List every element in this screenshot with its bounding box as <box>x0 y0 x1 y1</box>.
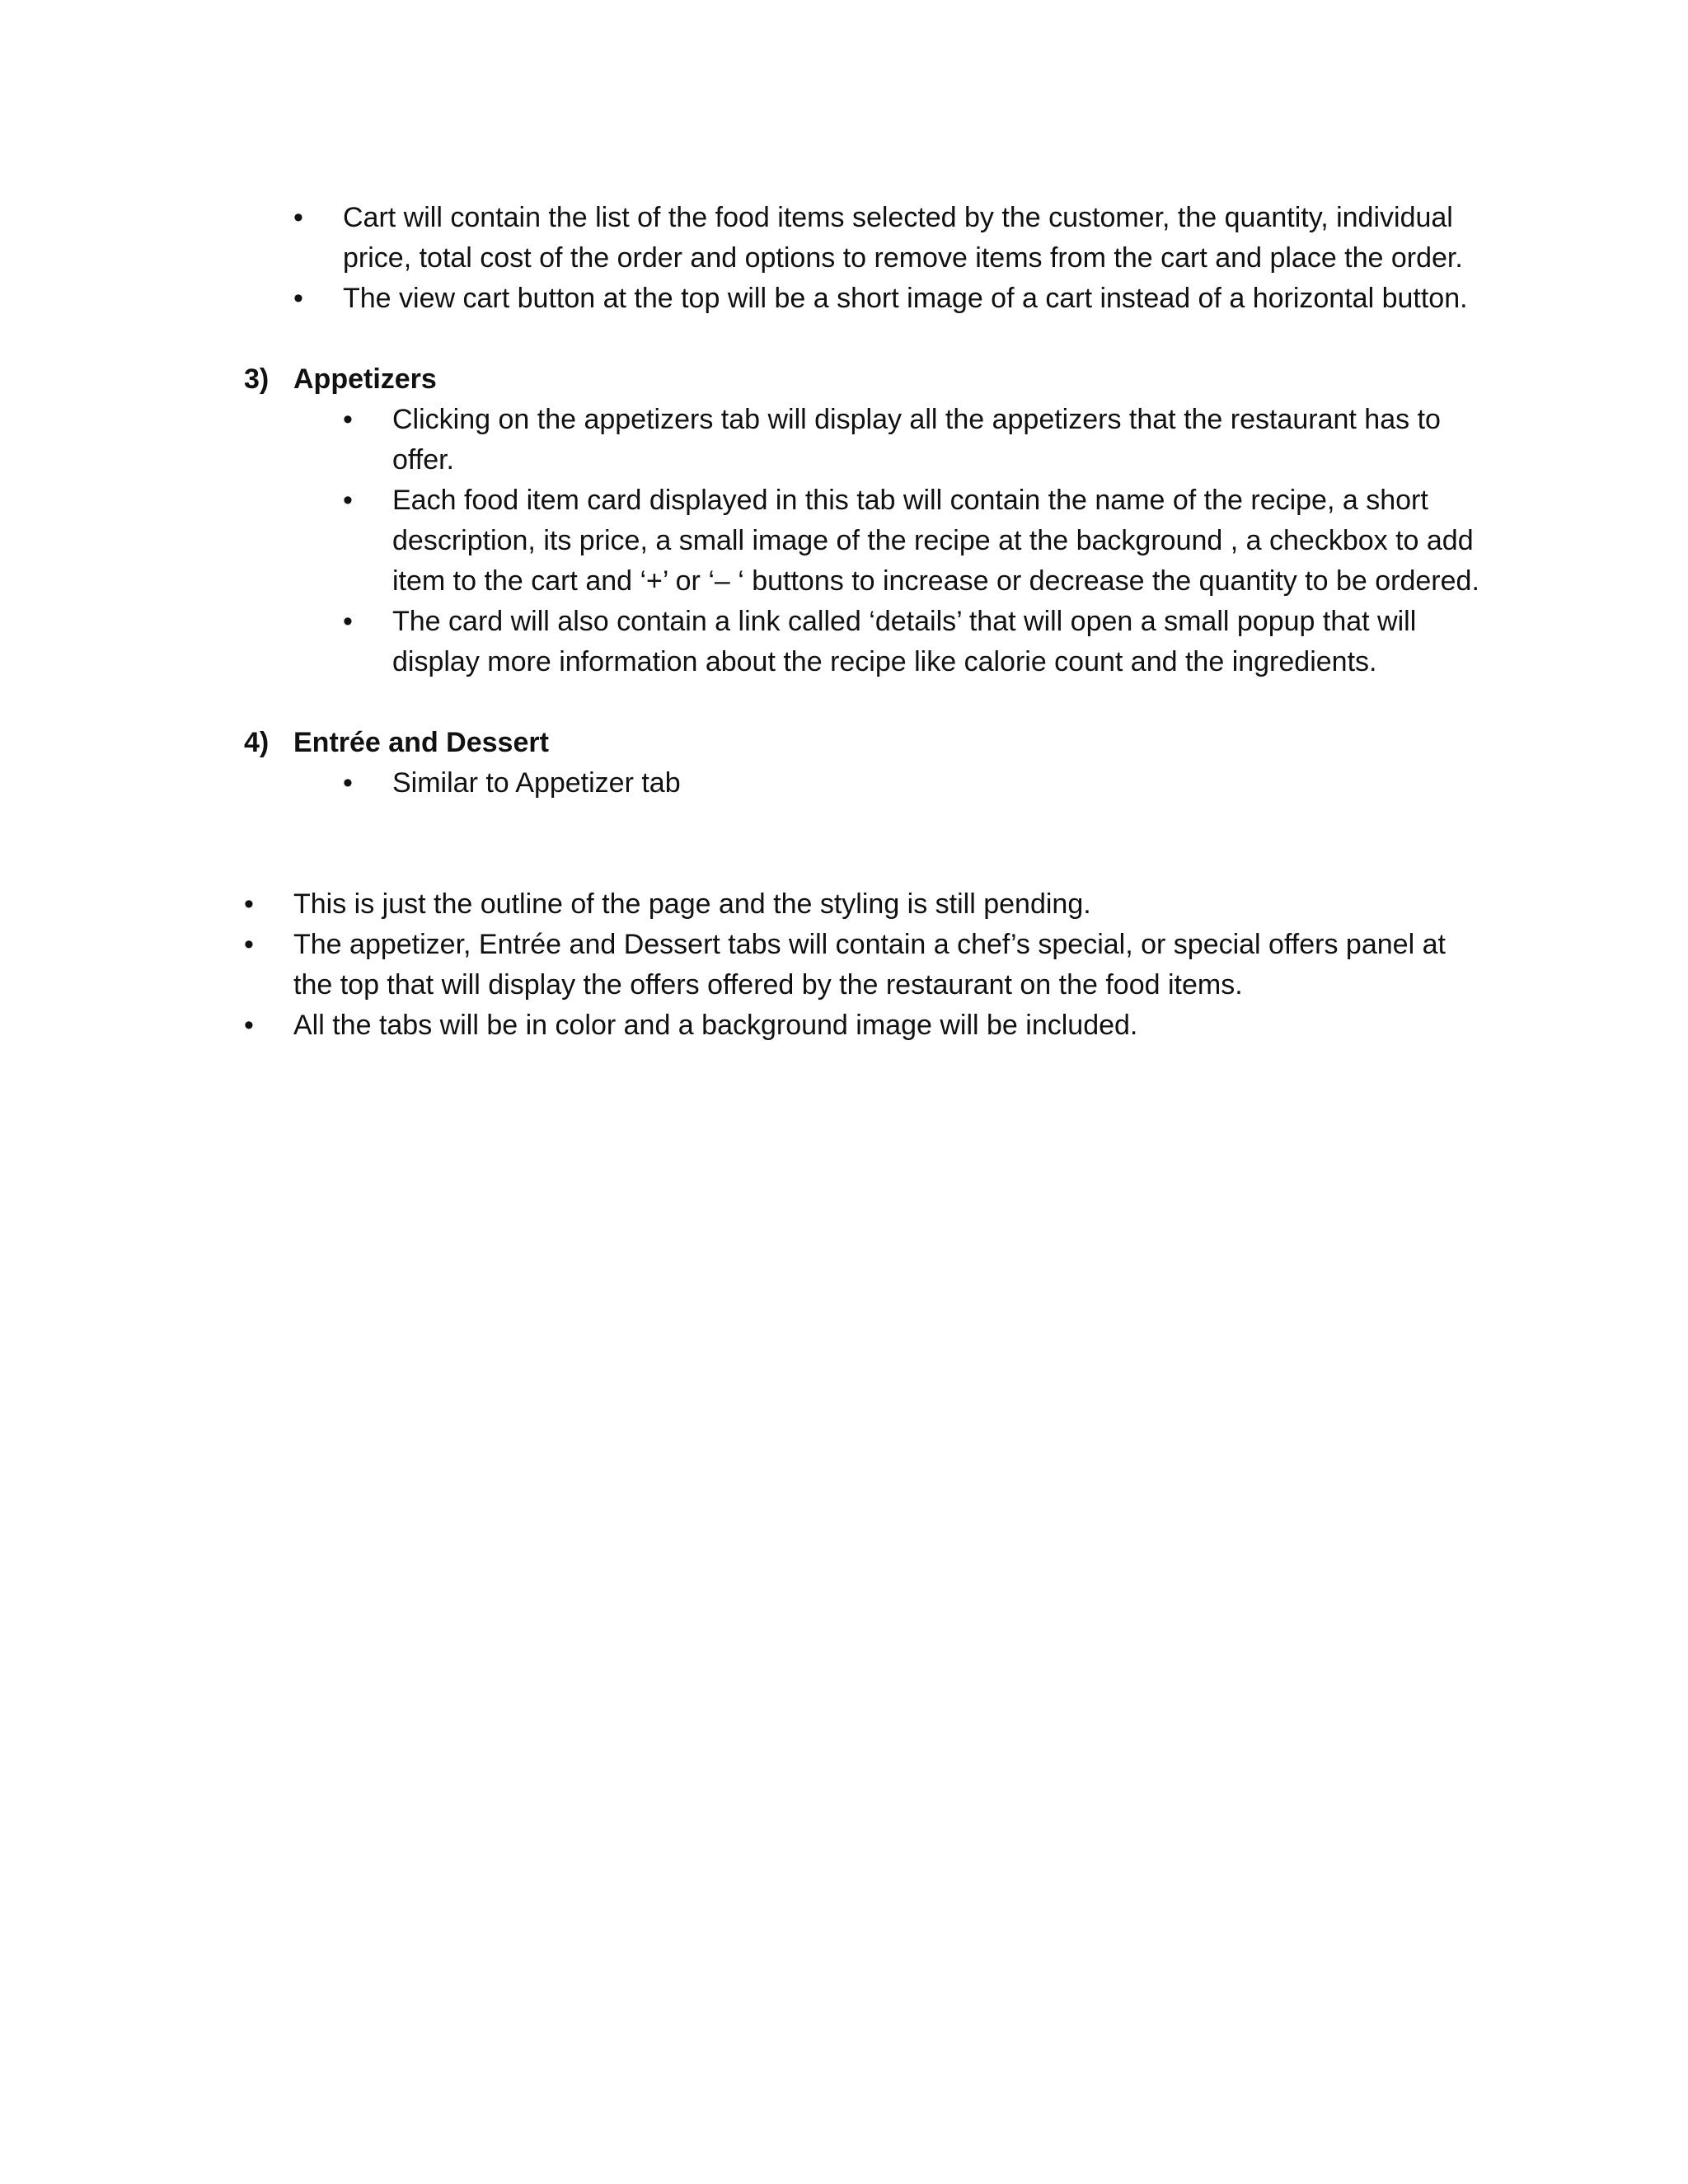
section-appetizers <box>244 359 1480 682</box>
section-heading <box>244 359 1480 400</box>
bullet-icon: • <box>343 404 353 435</box>
document-body <box>244 198 1480 1046</box>
section-entree-dessert <box>244 723 1480 804</box>
bullet-icon: • <box>244 929 254 960</box>
list-item-text: Similar to Appetizer tab <box>392 767 681 799</box>
notes-bullet-list <box>244 884 1480 1046</box>
list-item-text: Each food item card displayed in this tab will contain the name of the recipe, a short description, its price, a small image of the recipe at the background , a checkbox to add item to the cart and ‘+’ or ‘– ‘ buttons to increase or decrease the quantity to be ordered. <box>392 485 1479 597</box>
bullet-icon: • <box>343 485 353 516</box>
bullet-icon: • <box>293 202 303 233</box>
list-item-text: The card will also contain a link called ‘details’ that will open a small popup that will display more information about the recipe like calorie count and the ingredients. <box>392 606 1417 677</box>
bullet-icon: • <box>343 767 353 799</box>
bullet-icon: • <box>293 283 303 314</box>
bullet-icon: • <box>343 606 353 637</box>
list-item <box>244 763 1480 804</box>
section-number: 3) <box>244 363 270 395</box>
appetizers-bullet-list <box>244 400 1480 682</box>
section-number: 4) <box>244 727 270 758</box>
list-item <box>244 400 1480 480</box>
list-item <box>244 884 1480 925</box>
bullet-icon: • <box>244 1010 254 1041</box>
section-title: Entrée and Dessert <box>293 727 549 758</box>
entree-dessert-bullet-list <box>244 763 1480 804</box>
notes-section <box>244 884 1480 1046</box>
list-item <box>244 602 1480 682</box>
list-item-text: All the tabs will be in color and a background image will be included. <box>293 1010 1138 1041</box>
list-item-text: The appetizer, Entrée and Dessert tabs will contain a chef’s special, or special offers panel at the top that will display the offers offered by the restaurant on the food items. <box>293 929 1446 1001</box>
bullet-icon: • <box>244 888 254 920</box>
list-item-text: Clicking on the appetizers tab will display all the appetizers that the restaurant has to offer. <box>392 404 1441 476</box>
list-item <box>244 279 1480 319</box>
list-item <box>244 1005 1480 1046</box>
list-item-text: Cart will contain the list of the food items selected by the customer, the quantity, individual price, total cost of the order and options to remove items from the cart and place the order. <box>343 202 1463 274</box>
list-item-text: The view cart button at the top will be a short image of a cart instead of a horizontal button. <box>343 283 1468 314</box>
list-item <box>244 480 1480 602</box>
list-item <box>244 925 1480 1005</box>
list-item <box>244 198 1480 279</box>
list-item-text: This is just the outline of the page and the styling is still pending. <box>293 888 1091 920</box>
section-heading <box>244 723 1480 763</box>
section-title: Appetizers <box>293 363 437 395</box>
cart-bullet-list <box>244 198 1480 319</box>
